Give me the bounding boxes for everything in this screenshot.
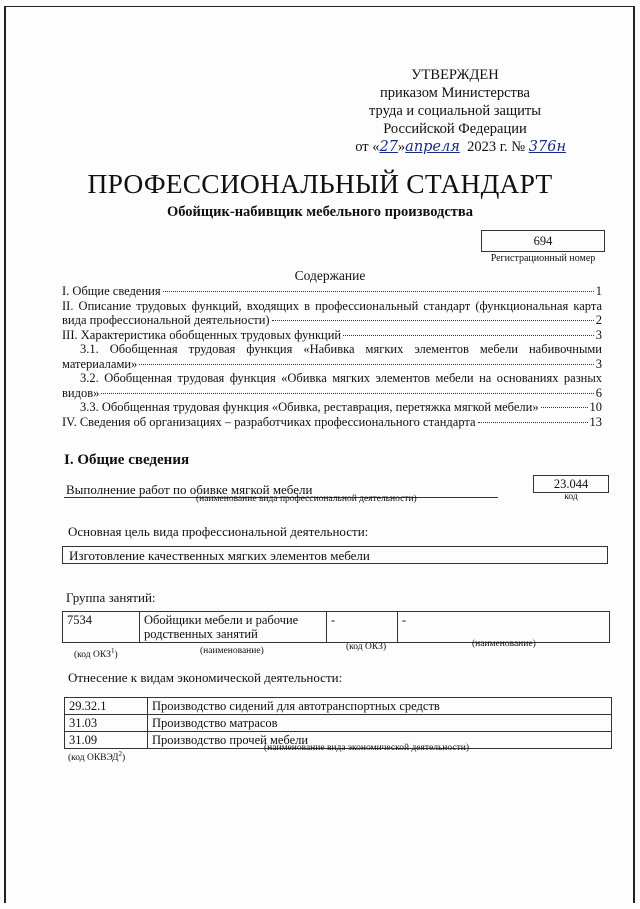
table-row: [65, 715, 612, 732]
okved-table: [64, 697, 612, 749]
okved-name-cell: Производство матрасов: [148, 715, 612, 732]
toc-item[interactable]: [62, 299, 602, 328]
toc-item-text: 3.3. Обобщенная трудовая функция «Обивка, реставрация, перетяжка мягкой мебели»: [80, 400, 539, 414]
date-mid: »: [397, 139, 406, 155]
registration-number-box: 694: [481, 230, 605, 252]
toc-item-text: III. Характеристика обобщенных трудовых функций: [62, 327, 342, 342]
toc-item[interactable]: [62, 371, 602, 400]
toc-item-page: 1: [595, 284, 602, 298]
toc-item[interactable]: [62, 400, 602, 415]
okved-name-cell: Производство прочей мебели: [148, 732, 612, 749]
toc-item-text: материалами»: [62, 356, 138, 371]
table-row: [65, 698, 612, 715]
toc-item-page: 10: [589, 400, 602, 414]
caption-okz-code2: (код ОКЗ): [346, 642, 387, 652]
toc-item-text: I. Общие сведения: [62, 284, 161, 298]
registration-number-label: Регистрационный номер: [490, 253, 596, 264]
okved-code-cell: 31.09: [65, 732, 148, 749]
approval-line: труда и социальной защиты: [369, 103, 541, 119]
activity-kind-name: Выполнение работ по обивке мягкой мебели: [66, 482, 313, 497]
scan-border-right: [633, 6, 635, 903]
document-subtitle: Обойщик-набивщик мебельного производства: [166, 204, 474, 220]
okz-code2-cell: -: [327, 612, 398, 643]
toc-item-text: видов»: [62, 385, 100, 400]
toc-item[interactable]: [62, 342, 602, 371]
okved-name-cell: Производство сидений для автотранспортных средств: [148, 698, 612, 715]
date-day: 27: [379, 139, 398, 155]
approval-heading: УТВЕРЖДЕН: [411, 67, 499, 83]
occupation-group-label: Группа занятий:: [66, 590, 156, 605]
toc-item-page: 13: [589, 414, 602, 429]
order-number: 376н: [528, 139, 566, 155]
okz-name-line: Обойщики мебели и рабочие: [144, 613, 299, 627]
scan-border-top: [4, 6, 635, 7]
activity-code-caption: код: [564, 492, 578, 502]
date-prefix: от «: [355, 139, 380, 155]
document-title: ПРОФЕССИОНАЛЬНЫЙ СТАНДАРТ: [87, 168, 553, 199]
activity-kind-caption: (наименование вида профессиональной деятельности): [196, 494, 417, 504]
okved-code-cell: 29.32.1: [65, 698, 148, 715]
activity-code-box: 23.044: [533, 475, 609, 493]
toc-item[interactable]: [62, 415, 602, 430]
goal-box: Изготовление качественных мягких элементов мебели: [62, 546, 608, 564]
toc-title: Содержание: [294, 268, 366, 283]
scan-border-left: [4, 6, 6, 903]
okved-code-cell: 31.03: [65, 715, 148, 732]
toc-item[interactable]: [62, 328, 602, 343]
date-year: 2023 г. №: [467, 139, 526, 155]
okz-code-cell: 7534: [63, 612, 140, 643]
okz-name2-cell: -: [398, 612, 610, 643]
okz-name-line: родственных занятий: [144, 627, 258, 641]
toc-item-page: 3: [595, 356, 602, 371]
toc-item-text: 3.2. Обобщенная трудовая функция «Обивка мягких элементов мебели на основаниях разных: [80, 371, 602, 385]
caption-okz-code: (код ОКЗ$^1$): [74, 647, 118, 661]
okved-label: Отнесение к видам экономической деятельности:: [68, 670, 343, 685]
approval-line: Российской Федерации: [383, 121, 527, 137]
approval-block: [330, 66, 580, 156]
approval-line: приказом Министерства: [380, 85, 530, 101]
toc-item-page: 2: [595, 313, 602, 327]
table-of-contents: [62, 284, 602, 429]
okz-name-cell: [140, 612, 327, 643]
toc-item-text: вида профессиональной деятельности): [62, 313, 270, 327]
caption-okved-name: (наименование вида экономической деятельности): [264, 743, 469, 753]
goal-label: Основная цель вида профессиональной деятельности:: [68, 524, 369, 539]
date-month: апреля: [405, 139, 460, 155]
toc-item[interactable]: [62, 284, 602, 299]
caption-okved-code: (код ОКВЭД$^2$): [68, 750, 126, 764]
toc-item-text: 3.1. Обобщенная трудовая функция «Набивка мягких элементов мебели набивочными: [80, 342, 602, 356]
approval-date-line: [330, 138, 580, 156]
caption-okz-name2: (наименование): [472, 639, 536, 649]
toc-item-text: IV. Сведения об организациях – разработчиках профессионального стандарта: [62, 414, 476, 429]
section-heading: I. Общие сведения: [64, 452, 190, 468]
table-row: [63, 612, 610, 643]
toc-item-page: 3: [595, 327, 602, 342]
toc-item-text: II. Описание трудовых функций, входящих в профессиональный стандарт (функциональная карта: [62, 298, 602, 313]
toc-item-page: 6: [595, 385, 602, 400]
caption-okz-name: (наименование): [200, 646, 264, 656]
